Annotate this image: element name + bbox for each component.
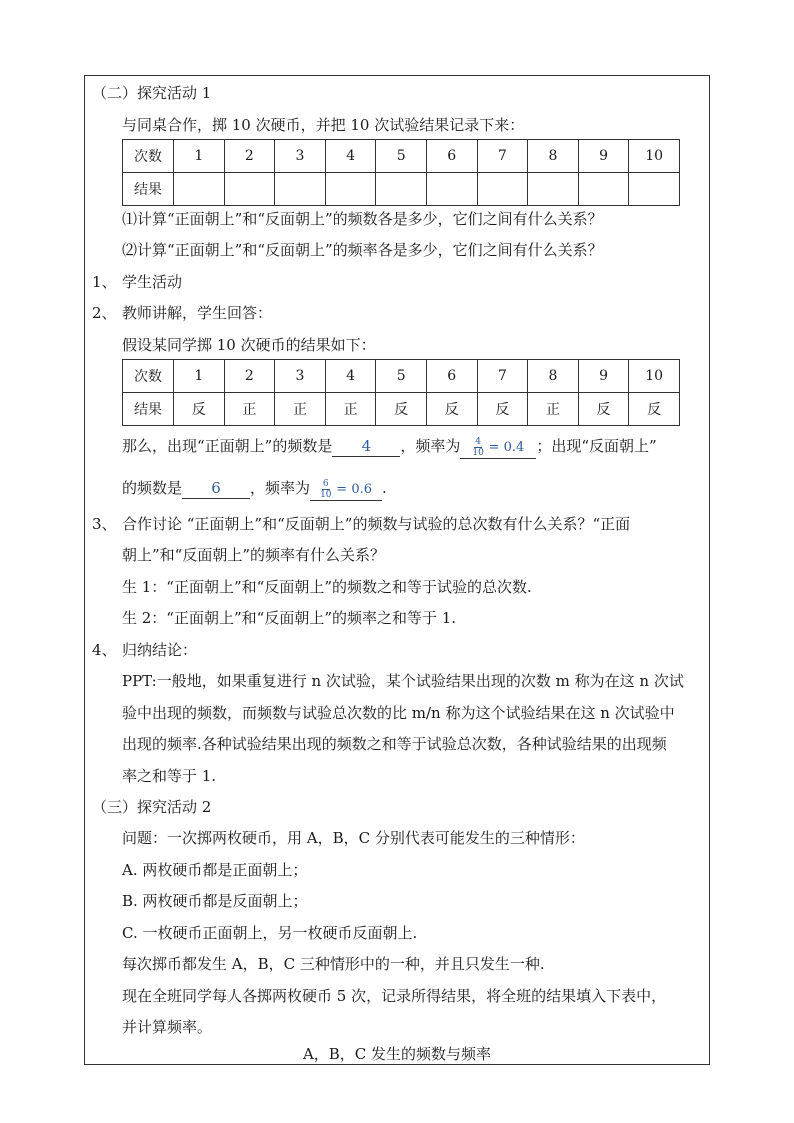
answer-blank-frequency-tails: 6 [182,478,250,499]
table-cell: 1 [174,360,225,393]
table-cell-empty [477,173,528,206]
section-title-activity-2: （三）探究活动 2 [92,798,212,816]
table-cell-empty [275,173,326,206]
table-cell-empty [376,173,427,206]
item-number: 2、 [92,304,117,322]
table-cell: 1 [174,140,225,173]
question-1: ⑴计算“正面朝上”和“反面朝上”的频数各是多少，它们之间有什么关系？ [122,210,603,228]
assumption-text: 假设某同学掷 10 次硬币的结果如下： [122,336,376,354]
ppt-conclusion-line-2: 验中出现的频数，而频数与试验总次数的比 m/n 称为这个试验结果在这 n 次试验中 [122,704,675,722]
fraction-result: = 0.6 [336,482,372,497]
ppt-conclusion-line-4: 率之和等于 1. [122,767,217,785]
table-header-cell: 结果 [123,173,174,206]
table-cell: 反 [426,393,477,426]
table-row [123,393,680,426]
table-cell: 8 [528,360,579,393]
table-cell: 反 [174,393,225,426]
table-cell: 反 [376,393,427,426]
table-cell-empty [325,173,376,206]
fraction-denominator: 10 [320,489,332,500]
fill-blank-line-1 [122,436,657,459]
table-cell: 6 [426,360,477,393]
fill-text: ，频率为 [400,437,461,455]
case-c: C. 一枚硬币正面朝上，另一枚硬币反面朝上. [122,924,418,942]
question-2: ⑵计算“正面朝上”和“反面朝上”的频率各是多少，它们之间有什么关系？ [122,241,603,259]
table-cell: 5 [376,360,427,393]
record-table [122,139,680,206]
fill-text: 的频数是 [122,479,183,497]
fraction-numerator: 4 [475,436,481,447]
fraction [472,437,483,458]
fill-text: ；出现“反面朝上” [536,437,657,455]
fraction-denominator: 10 [472,447,484,458]
table-cell: 2 [224,360,275,393]
case-b: B. 两枚硬币都是反面朝上； [122,892,308,910]
table-row [123,173,680,206]
table-cell: 9 [578,360,629,393]
table-cell: 正 [275,393,326,426]
fill-text: 那么，出现“正面朝上”的频数是 [122,437,333,455]
table-row [123,360,680,393]
table-cell: 3 [275,140,326,173]
table-header-cell: 次数 [123,360,174,393]
table-cell: 9 [578,140,629,173]
case-a: A. 两枚硬币都是正面朝上； [122,861,308,879]
table-cell: 3 [275,360,326,393]
table-cell: 7 [477,360,528,393]
table-cell: 正 [325,393,376,426]
table-header-cell: 次数 [123,140,174,173]
table-cell: 4 [325,140,376,173]
student-2-answer: 生 2：“正面朝上”和“反面朝上”的频率之和等于 1. [122,609,457,627]
item-number: 4、 [92,641,117,659]
table-cell: 反 [578,393,629,426]
activity-1-intro: 与同桌合作，掷 10 次硬币，并把 10 次试验结果记录下来： [122,116,525,134]
table-cell-empty [528,173,579,206]
table-cell: 7 [477,140,528,173]
table-cell: 正 [224,393,275,426]
answer-blank-rate-tails [310,478,382,501]
item-4-text: 归纳结论： [122,641,198,659]
table-cell: 2 [224,140,275,173]
item-3-text-line-2: 朝上”和“反面朝上”的频率有什么关系？ [122,546,386,564]
table-cell: 10 [629,360,680,393]
class-task-line-2: 并计算频率。 [122,1018,213,1036]
table-cell: 6 [426,140,477,173]
table-cell: 反 [629,393,680,426]
table-cell-empty [578,173,629,206]
table-cell-empty [224,173,275,206]
item-3-text-line-1: 合作讨论 “正面朝上”和“反面朝上”的频数与试验的总次数有什么关系？“正面 [122,515,631,533]
fill-text: ，频率为 [250,479,311,497]
table-cell: 4 [325,360,376,393]
result-table [122,359,680,426]
student-1-answer: 生 1：“正面朝上”和“反面朝上”的频数之和等于试验的总次数. [122,578,532,596]
table-cell: 5 [376,140,427,173]
table-header-cell: 结果 [123,393,174,426]
class-task-line-1: 现在全班同学每人各掷两枚硬币 5 次，记录所得结果，将全班的结果填入下表中， [122,987,667,1005]
section-title-activity-1: （二）探究活动 1 [92,84,212,102]
item-2-text: 教师讲解，学生回答： [122,304,273,322]
answer-blank-frequency-heads: 4 [332,436,400,457]
each-toss-note: 每次掷币都发生 A，B，C 三种情形中的一种，并且只发生一种. [122,955,545,973]
fraction-result: = 0.4 [488,440,525,455]
table-cell: 10 [629,140,680,173]
table-cell-empty [174,173,225,206]
item-number: 3、 [92,515,117,533]
fill-text: . [382,479,387,497]
activity-2-question: 问题：一次掷两枚硬币，用 A，B，C 分别代表可能发生的三种情形： [122,829,585,847]
table-caption: A，B，C 发生的频数与频率 [302,1045,492,1063]
table-cell: 反 [477,393,528,426]
ppt-conclusion-line-3: 出现的频率.各种试验结果出现的频数之和等于试验总次数，各种试验结果的出现频 [122,735,667,753]
ppt-conclusion-line-1: PPT:一般地，如果重复进行 n 次试验，某个试验结果出现的次数 m 称为在这 n 次试 [122,672,684,690]
fraction-numerator: 6 [322,478,329,489]
table-row [123,140,680,173]
table-cell-empty [629,173,680,206]
table-cell: 8 [528,140,579,173]
fill-blank-line-2 [122,478,387,501]
item-number: 1、 [92,273,117,291]
answer-blank-rate-heads [460,436,536,459]
fraction [320,479,331,500]
item-1-text: 学生活动 [122,273,183,291]
table-cell-empty [426,173,477,206]
table-cell: 正 [528,393,579,426]
